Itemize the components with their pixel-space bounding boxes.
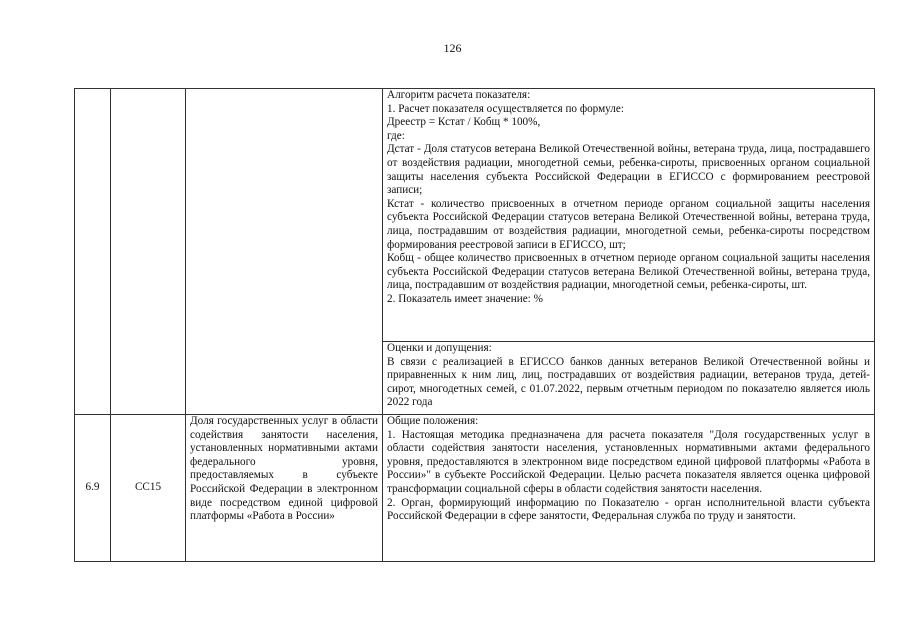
definition-kstat: Кстат - количество присвоенных в отчетном периоде органом социальной защиты населения субъекта Российской Федерации статусов ветерана Великой Отечественной войны, ветерана труда, лица, пострадавшим от воздействия радиации, многодетной семьи, ребенка-сироты посредством формирования реестровой записи в ЕГИССО, шт;: [387, 197, 870, 251]
page-number: 126: [443, 41, 462, 55]
assumptions-cell: [383, 342, 875, 415]
general-heading: Общие положения:: [387, 415, 479, 427]
table-row: [75, 89, 875, 342]
row-number-cell: [75, 89, 111, 415]
algorithm-step-1: 1. Расчет показателя осуществляется по формуле:: [387, 102, 624, 115]
indicator-table: [74, 88, 875, 562]
indicator-name-cell: [186, 89, 383, 415]
indicator-code-cell: СС15: [111, 415, 186, 562]
formula: Дреестр = Кстат / Кобщ * 100%,: [387, 116, 541, 129]
indicator-name: Доля государственных услуг в области содействия занятости населения, установленных нормативными актами федерального уровня, предоставляемых в субъекте Российской Федерации в электронном виде посредством единой цифровой платформы «Работа в России»: [190, 415, 378, 523]
assumptions-text: В связи с реализацией в ЕГИССО банков данных ветеранов Великой Отечественной войны и приравненных к ним лиц, лиц, пострадавших от воздействия радиации, ветеранов труда, детей-сирот, многодетных семей, с 01.07.2022, первым отчетным периодом по показателю является июль 2022 года: [387, 355, 870, 409]
definition-dstat: Дстат - Доля статусов ветерана Великой Отечественной войны, ветерана труда, лица, пострадавшего от воздействия радиации, многодетной семьи, ребенка-сироты, присвоенных органом социальной защиты населения субъекта Российской Федерации в ЕГИССО с формированием реестровой записи;: [387, 143, 870, 197]
definition-kobsch: Кобщ - общее количество присвоенных в отчетном периоде органом социальной защиты населения субъекта Российской Федерации статусов ветерана Великой Отечественной войны, ветерана труда, лица, пострадавшим от воздействия радиации, многодетной семьи, ребенка-сироты, шт.: [387, 252, 870, 292]
where-label: где:: [387, 129, 405, 142]
table-row: [75, 415, 875, 562]
general-item-1: 1. Настоящая методика предназначена для расчета показателя "Доля государственных услуг в области содействия занятости населения, установленных нормативными актами федерального уровня, предоставляются в электронном виде посредством единой цифровой платформы «Работа в России»" в субъекте Российской Федерации. Целью расчета показателя является оценка цифровой трансформации социальной сферы в области содействия занятости населения.: [387, 428, 870, 495]
general-provisions-cell: [383, 415, 875, 562]
algorithm-step-2: 2. Показатель имеет значение: %: [387, 292, 543, 305]
row-number-cell: 6.9: [75, 415, 111, 562]
algorithm-heading: Алгоритм расчета показателя:: [387, 89, 531, 101]
general-item-2: 2. Орган, формирующий информацию по Показателю - орган исполнительной власти субъекта Российской Федерации в сфере занятости, Федеральная служба по труду и занятости.: [387, 496, 870, 523]
algorithm-cell: [383, 89, 875, 342]
assumptions-heading: Оценки и допущения:: [387, 342, 492, 354]
indicator-name-cell: [186, 415, 383, 562]
indicator-code-cell: [111, 89, 186, 415]
